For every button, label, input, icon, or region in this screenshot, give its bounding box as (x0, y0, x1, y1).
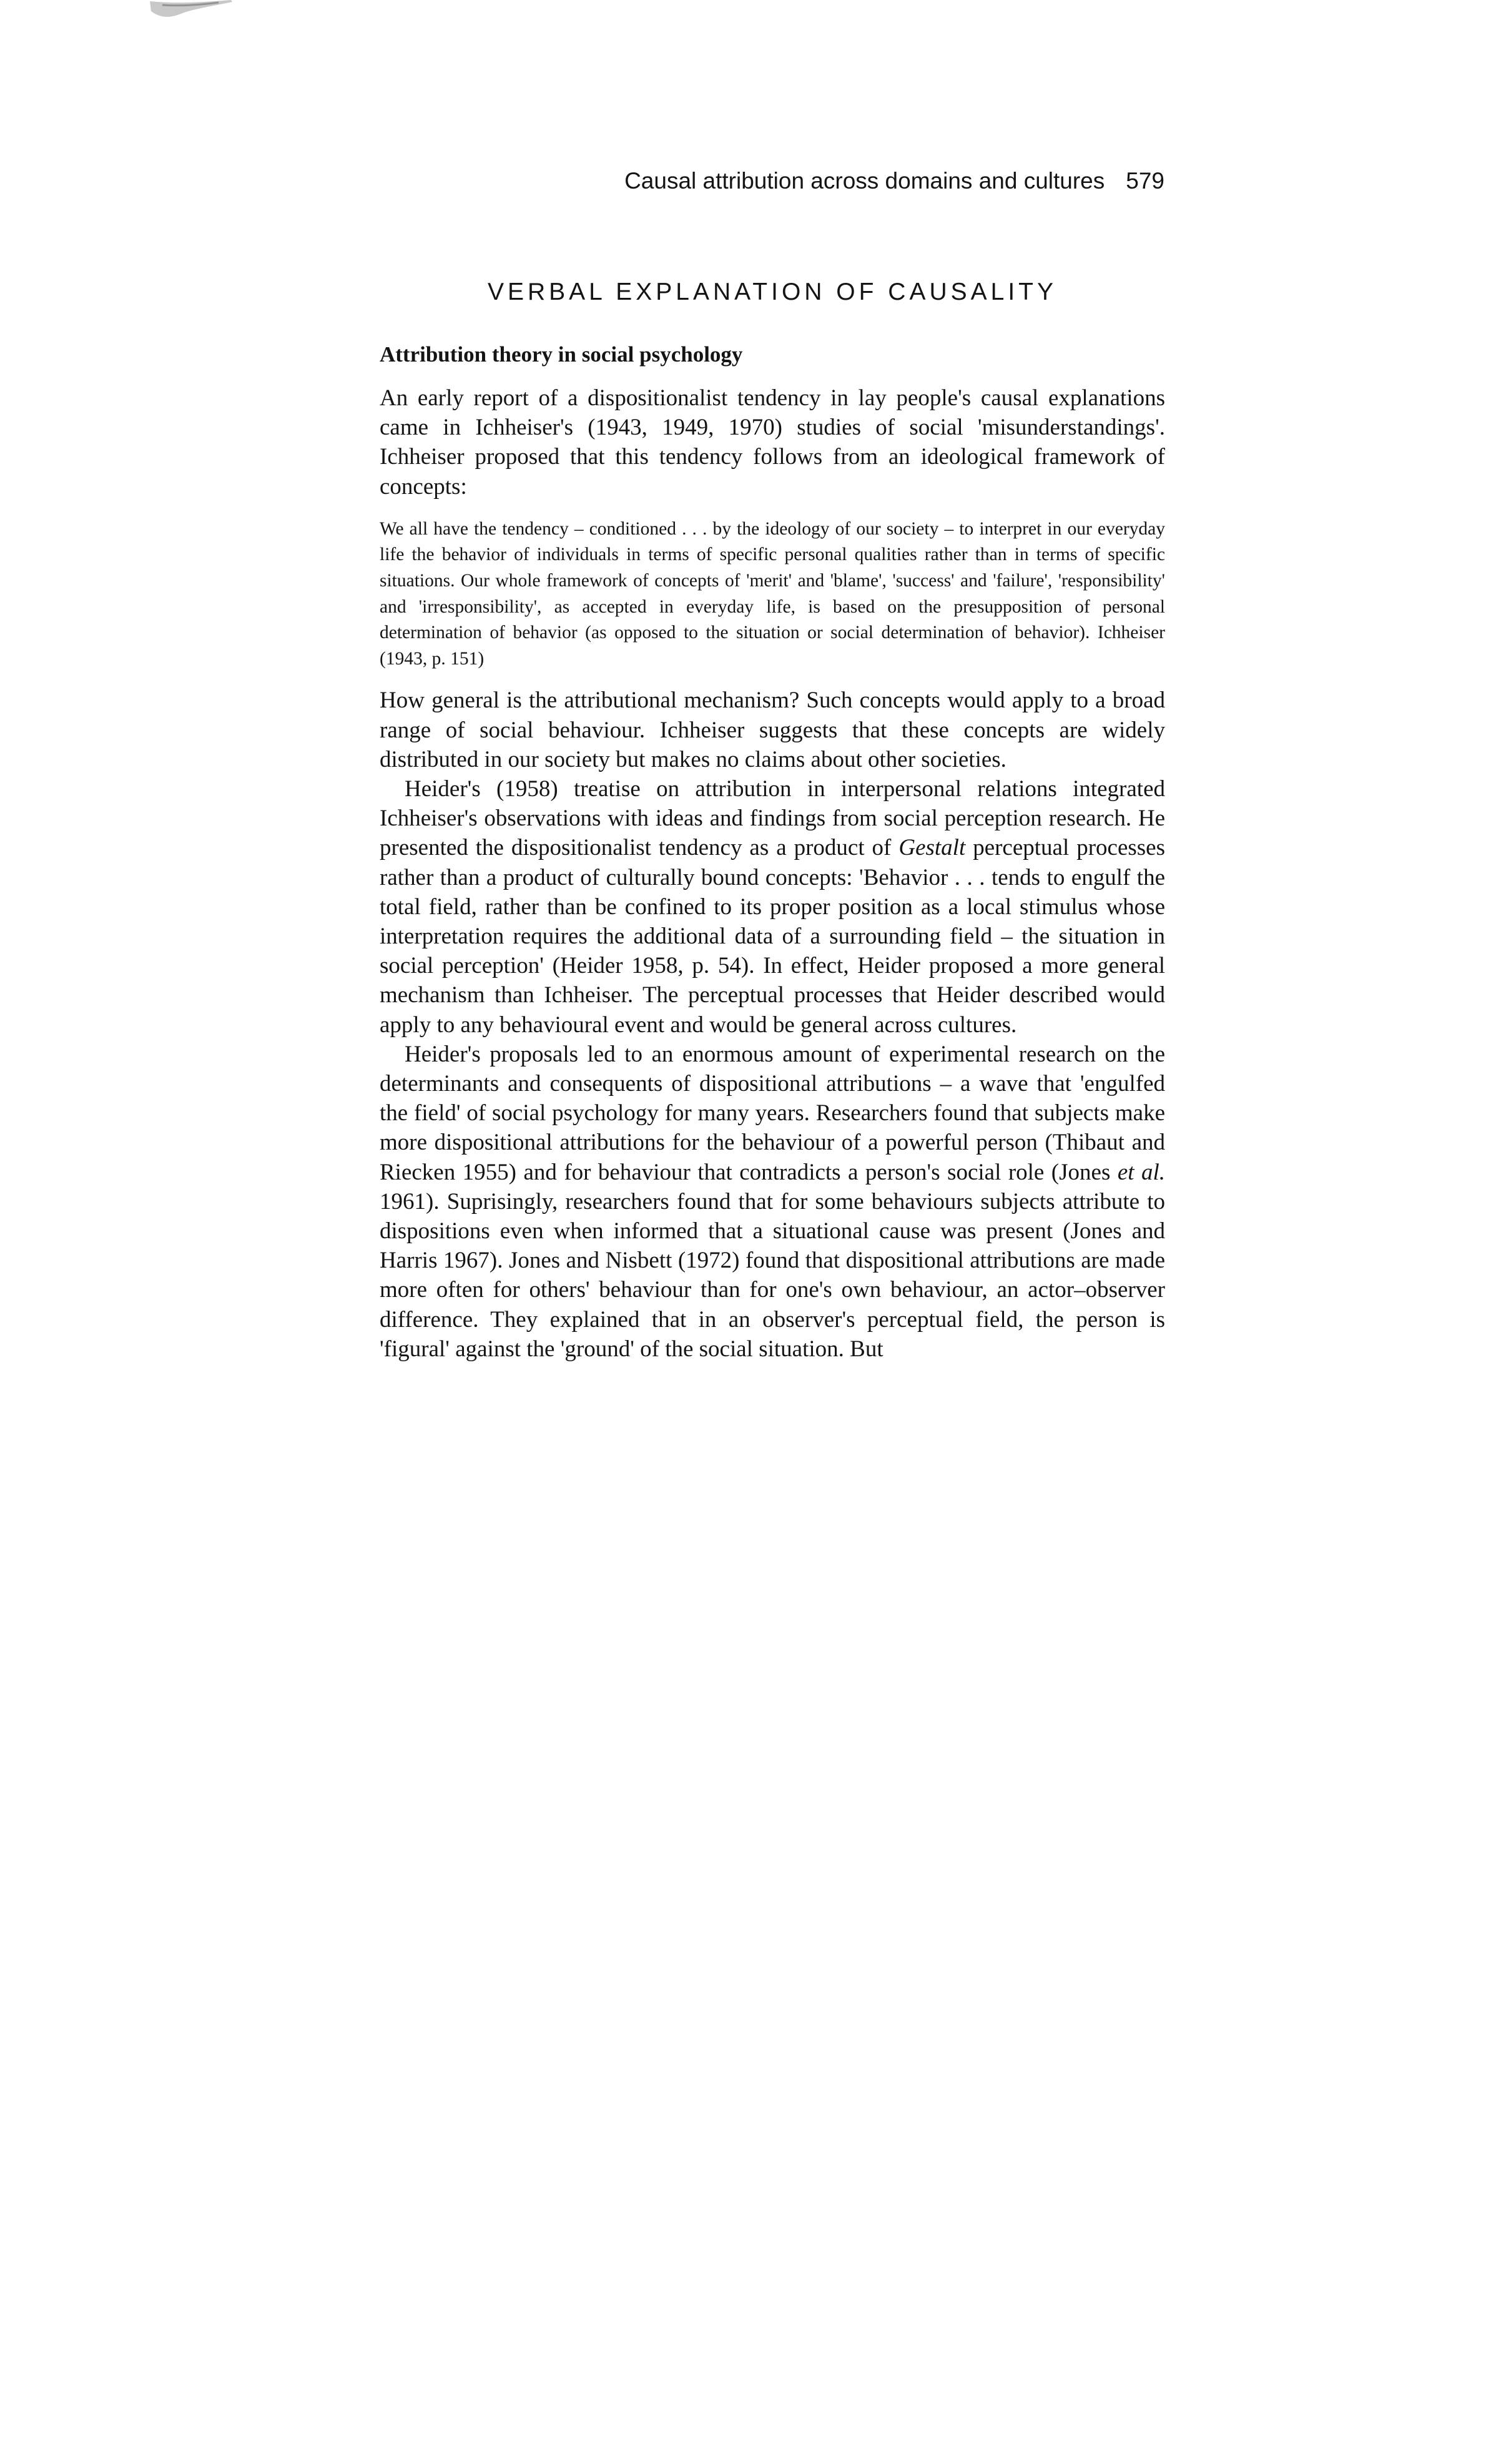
running-header (375, 164, 1164, 199)
scan-smudge-mark (125, 0, 237, 25)
page-number: 579 (1126, 168, 1164, 194)
research-italic-term: et al. (1117, 1159, 1165, 1185)
page-body (380, 275, 1165, 1364)
research-paragraph (380, 1040, 1165, 1364)
paragraph-after-quote: How general is the attributional mechanism? Such concepts would apply to a broad range of social behaviour. Ichheiser suggests that these concepts are widely distributed in our society but makes no claims about other societies. (380, 687, 1165, 772)
heider-italic-term: Gestalt (898, 835, 966, 861)
heider-text-part-1: Heider's (1958) treatise on attribution in interpersonal relations integrated Ichheiser's observations with ideas and findings from social perception research. He presented the dispositionalist tendency as a product of (380, 776, 1165, 861)
section-title: VERBAL EXPLANATION OF CAUSALITY (487, 278, 1058, 305)
research-text-part-1: Heider's proposals led to an enormous amount of experimental research on the determinants and consequents of dispositional attributions – a wave that 'engulfed the field' of social psychology for many years. Researchers found that subjects make more dispositional attributions for the behaviour of a powerful person (Thibaut and Riecken 1955) and for behaviour that contradicts a person's social role (Jones (380, 1041, 1165, 1185)
research-text-part-2: 1961). Suprisingly, researchers found that for some behaviours subjects attribute to dispositions even when informed that a situational cause was present (Jones and Harris 1967). Jones and Nisbett (1972) found that dispositional attributions are made more often for others' behaviour than for one's own behaviour, an actor–observer difference. They explained that in an observer's perceptual field, the person is 'figural' against the 'ground' of the social situation. But (380, 1188, 1165, 1362)
heider-paragraph (380, 774, 1165, 1040)
subheading: Attribution theory in social psychology (380, 342, 743, 367)
heider-text-part-2: perceptual processes rather than a product of culturally bound concepts: 'Behavior . . . tends to engulf the total field, rather than be confined to its proper position as a local stimulus whose interpretation requires the additional data of a surrounding field – the situation in social perception' (Heider 1958, p. 54). In effect, Heider proposed a more general mechanism than Ichheiser. The perceptual processes that Heider described would apply to any behavioural event and would be general across cultures. (380, 835, 1166, 1038)
running-title: Causal attribution across domains and cultures (624, 168, 1105, 194)
block-quote: We all have the tendency – conditioned . . . by the ideology of our society – to interpret in our everyday life the behavior of individuals in terms of specific personal qualities rather than in terms of specific situations. Our whole framework of concepts of 'merit' and 'blame', 'success' and 'failure', 'responsibility' and 'irresponsibility', as accepted in everyday life, is based on the presupposition of personal determination of behavior (as opposed to the situation or social determination of behavior). Ichheiser (1943, p. 151) (380, 518, 1165, 669)
intro-paragraph: An early report of a dispositionalist tendency in lay people's causal explanations came in Ichheiser's (1943, 1949, 1970) studies of social 'misunderstandings'. Ichheiser proposed that this tendency follows from an ideological framework of concepts: (380, 385, 1165, 500)
